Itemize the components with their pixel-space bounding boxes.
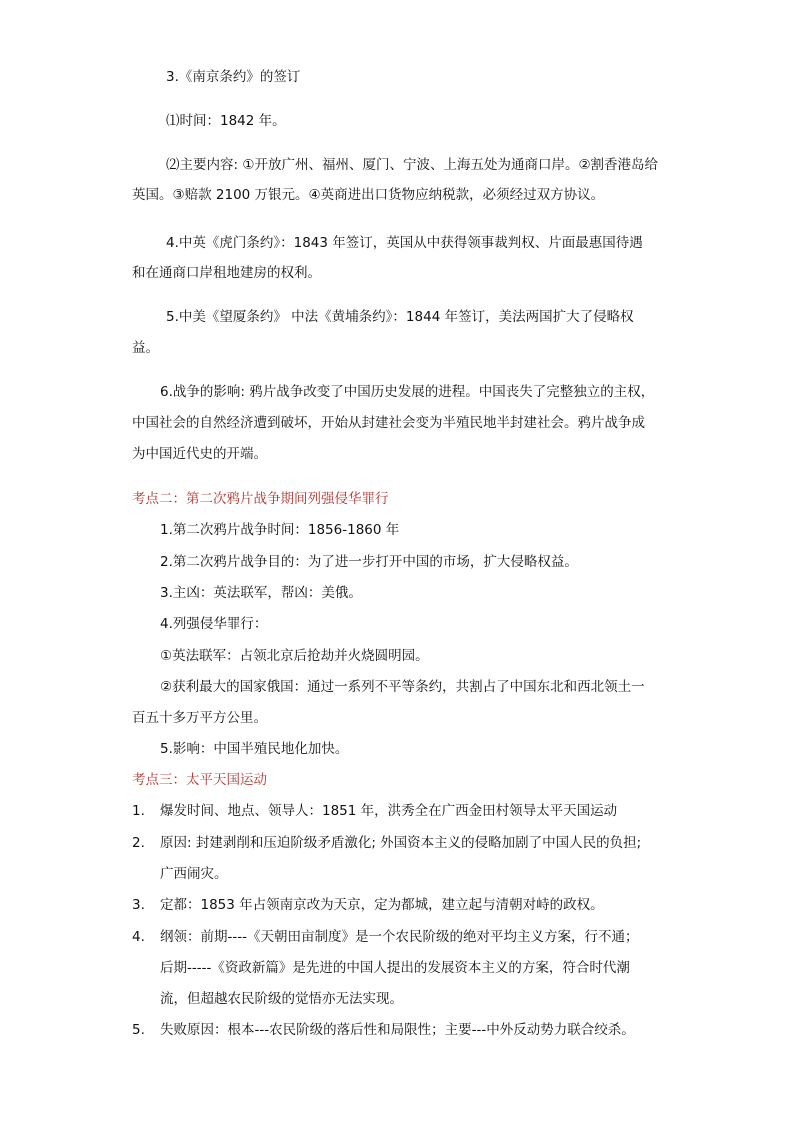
item3-content-line1: ⑵主要内容: ①开放广州、福州、厦门、宁波、上海五处为通商口岸。②割香港岛给 <box>166 157 659 173</box>
list-number: 3. <box>132 897 145 913</box>
section3-item1 <box>132 802 617 820</box>
item4-line2: 和在通商口岸租地建房的权利。 <box>132 265 321 281</box>
item6-line1: 6.战争的影响: 鸦片战争改变了中国历史发展的进程。中国丧失了完整独立的主权， <box>160 384 655 400</box>
section3-item3 <box>132 896 604 914</box>
list-number: 2. <box>132 835 145 851</box>
section2-item4-sub2-line1: ②获利最大的国家俄国：通过一系列不平等条约，共割占了中国东北和西北领土一 <box>160 679 645 695</box>
section2-item5: 5.影响：中国半殖民地化加快。 <box>160 741 349 757</box>
section2-item2: 2.第二次鸦片战争目的：为了进一步打开中国的市场，扩大侵略权益。 <box>160 554 578 570</box>
list-number: 4. <box>132 929 145 945</box>
section3-item2 <box>132 834 641 852</box>
list-number: 5. <box>132 1022 145 1038</box>
section2-item3: 3.主凶：英法联军，帮凶：美俄。 <box>160 585 362 601</box>
item3-title: 3.《南京条约》的签订 <box>166 69 301 85</box>
section2-item4-sub2-line2: 百五十多万平方公里。 <box>132 710 267 726</box>
item3-content-line2: 英国。③赔款 2100 万银元。④英商进出口货物应纳税款，必须经过双方协议。 <box>132 187 605 203</box>
list-item-text: 纲领：前期----《天朝田亩制度》是一个农民阶级的绝对平均主义方案，行不通； <box>160 929 639 945</box>
section3-heading: 考点三：太平天国运动 <box>132 772 267 788</box>
item4-line1: 4.中英《虎门条约》：1843 年签订，英国从中获得领事裁判权、片面最惠国待遇 <box>166 235 643 251</box>
section2-item1: 1.第二次鸦片战争时间：1856-1860 年 <box>160 522 400 538</box>
item5-line2: 益。 <box>132 340 159 356</box>
section2-heading: 考点二：第二次鸦片战争期间列强侵华罪行 <box>132 491 389 507</box>
section3-item4 <box>132 928 638 946</box>
section2-item4-sub1: ①英法联军：占领北京后抢劫并火烧圆明园。 <box>160 648 429 664</box>
list-item-text: 原因: 封建剥削和压迫阶级矛盾激化; 外国资本主义的侵略加剧了中国人民的负担; <box>160 835 642 851</box>
section2-item4: 4.列强侵华罪行： <box>160 616 268 632</box>
section3-item2-cont: 广西闹灾。 <box>160 866 228 882</box>
section3-item5 <box>132 1021 635 1039</box>
item3-time: ⑴时间：1842 年。 <box>166 113 286 129</box>
list-item-text: 失败原因：根本---农民阶级的落后性和局限性；主要---中外反动势力联合绞杀。 <box>160 1022 635 1038</box>
list-item-text: 爆发时间、地点、领导人：1851 年，洪秀全在广西金田村领导太平天国运动 <box>160 803 618 819</box>
list-item-text: 定都：1853 年占领南京改为天京，定为都城，建立起与清朝对峙的政权。 <box>160 897 604 913</box>
item6-line2: 中国社会的自然经济遭到破坏，开始从封建社会变为半殖民地半封建社会。鸦片战争成 <box>132 415 645 431</box>
section3-item4-cont1: 后期-----《资政新篇》是先进的中国人提出的发展资本主义的方案，符合时代潮 <box>160 960 630 976</box>
item6-line3: 为中国近代史的开端。 <box>132 446 267 462</box>
list-number: 1. <box>132 803 145 819</box>
item5-line1: 5.中美《望厦条约》 中法《黄埔条约》：1844 年签订，美法两国扩大了侵略权 <box>166 309 634 325</box>
section3-item4-cont2: 流，但超越农民阶级的觉悟亦无法实现。 <box>160 991 403 1007</box>
